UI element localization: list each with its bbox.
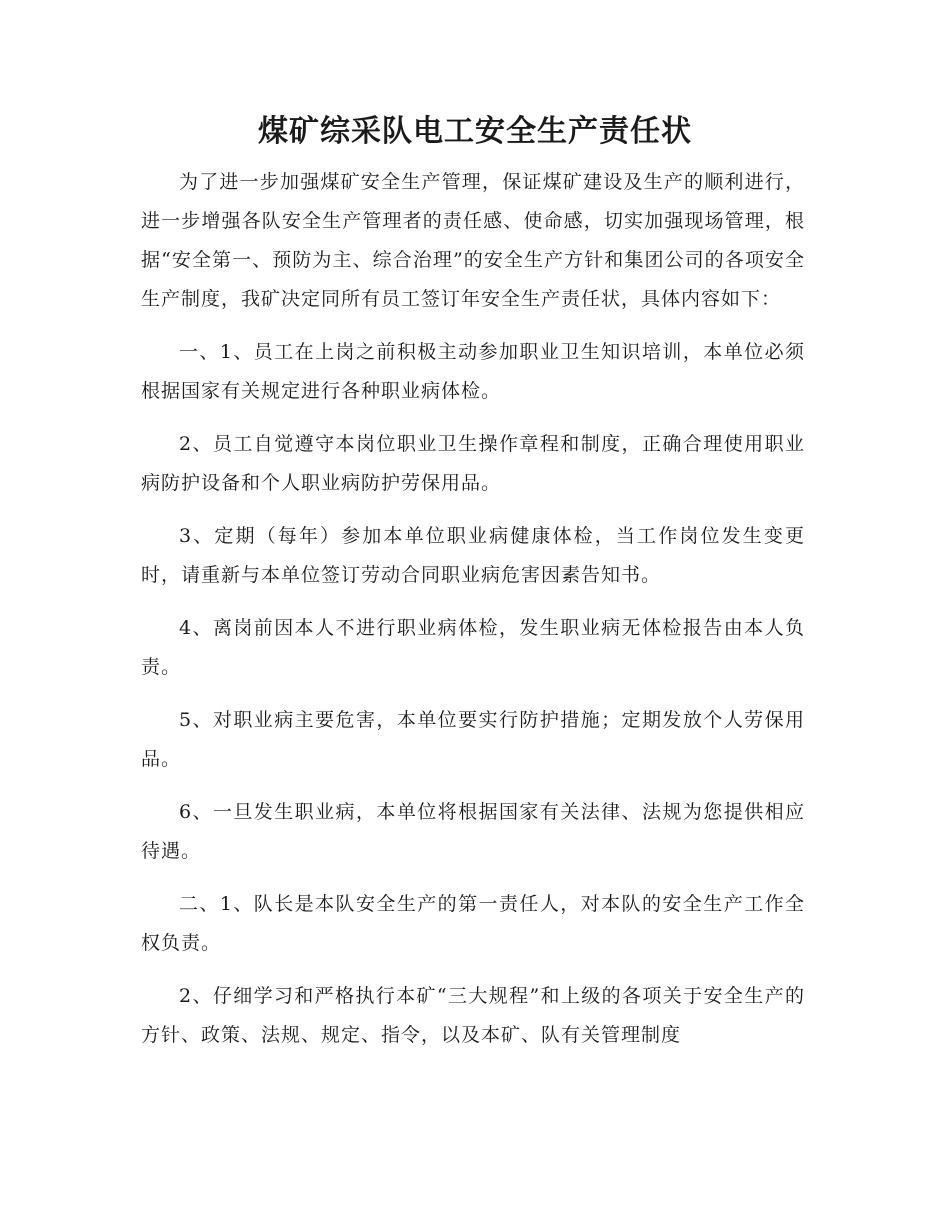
intro-paragraph: 为了进一步加强煤矿安全生产管理，保证煤矿建设及生产的顺利进行，进一步增强各队安全生产管理者的责任感、使命感，切实加强现场管理，根据“安全第一、预防为主、综合治理”的安全生产方针和集团公司的各项安全生产制度，我矿决定同所有员工签订年安全生产责任状，具体内容如下：	[141, 171, 805, 310]
clause-paragraph: 2、员工自觉遵守本岗位职业卫生操作章程和制度，正确合理使用职业病防护设备和个人职业病防护劳保用品。	[141, 433, 805, 494]
clause-paragraph: 二、1、队长是本队安全生产的第一责任人，对本队的安全生产工作全权负责。	[141, 893, 805, 954]
document-body	[141, 163, 805, 1069]
clause-paragraph: 3、定期（每年）参加本单位职业病健康体检，当工作岗位发生变更时，请重新与本单位签订劳动合同职业病危害因素告知书。	[141, 525, 805, 586]
clause-paragraph: 4、离岗前因本人不进行职业病体检，发生职业病无体检报告由本人负责。	[141, 617, 805, 678]
clause-paragraph: 6、一旦发生职业病，本单位将根据国家有关法律、法规为您提供相应待遇。	[141, 801, 805, 862]
clause-paragraph: 2、仔细学习和严格执行本矿“三大规程”和上级的各项关于安全生产的方针、政策、法规、规定、指令，以及本矿、队有关管理制度	[141, 985, 805, 1046]
clause-paragraph: 一、1、员工在上岗之前积极主动参加职业卫生知识培训，本单位必须根据国家有关规定进行各种职业病体检。	[141, 341, 805, 402]
clause-paragraph: 5、对职业病主要危害，本单位要实行防护措施；定期发放个人劳保用品。	[141, 709, 805, 770]
document-title: 煤矿综采队电工安全生产责任状	[258, 114, 692, 149]
